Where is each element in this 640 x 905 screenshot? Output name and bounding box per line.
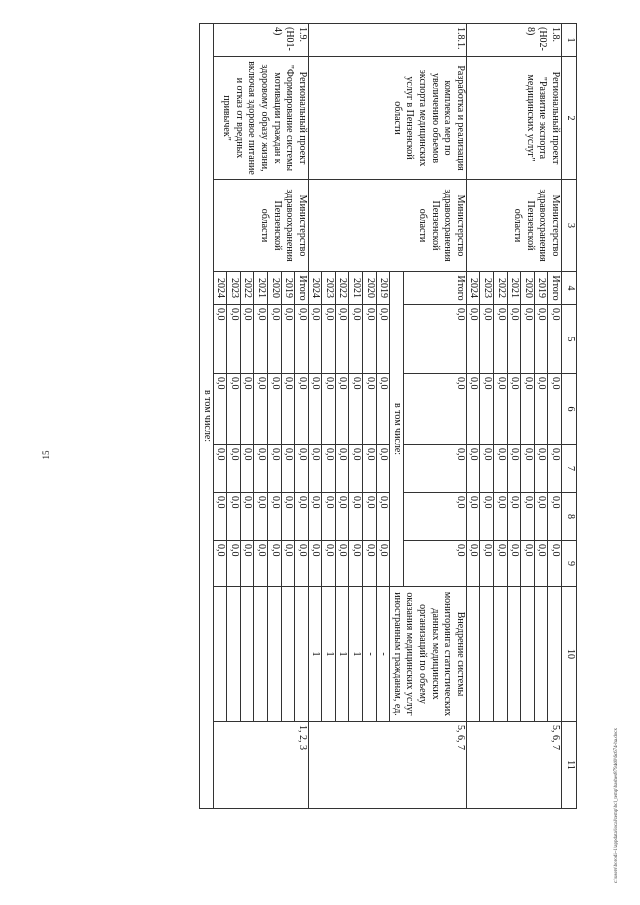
value-cell: 0,0 <box>548 374 562 445</box>
value-cell: 0,0 <box>254 541 268 587</box>
value-cell: 0,0 <box>335 305 349 374</box>
indicator-value: 1 <box>349 587 363 722</box>
value-cell: 0,0 <box>267 445 281 493</box>
value-cell: 0,0 <box>521 541 535 587</box>
indicator-value: 1 <box>322 587 336 722</box>
row-number: 1.8. (Н02-8) <box>466 24 561 57</box>
executor: Министерство здравоохранения Пензенской области <box>308 180 466 272</box>
year-cell: 2024 <box>213 272 227 305</box>
value-cell: 0,0 <box>335 493 349 541</box>
value-cell: 0,0 <box>534 493 548 541</box>
value-cell: 0,0 <box>363 305 377 374</box>
value-cell: 0,0 <box>403 445 466 493</box>
value-cell: 0,0 <box>507 374 521 445</box>
footer-file-path: c:\users\borodi~1\appdata\local\temp\bcl_temp\bashes8794d0\6c674-ha.docx <box>614 727 619 883</box>
value-cell: 0,0 <box>308 445 322 493</box>
value-cell: 0,0 <box>349 305 363 374</box>
event-name: Региональный проект "Развитие экспорта медицинских услуг" <box>466 57 561 180</box>
value-cell: 0,0 <box>213 541 227 587</box>
value-cell: 0,0 <box>267 305 281 374</box>
value-cell: 0,0 <box>363 541 377 587</box>
value-cell: 0,0 <box>322 374 336 445</box>
year-cell: 2023 <box>227 272 241 305</box>
indicator-value <box>267 587 281 722</box>
value-cell: 0,0 <box>507 305 521 374</box>
indicator-value: - <box>376 587 390 722</box>
value-cell: 0,0 <box>322 493 336 541</box>
value-cell: 0,0 <box>494 493 508 541</box>
value-cell: 0,0 <box>466 445 480 493</box>
value-cell: 0,0 <box>376 541 390 587</box>
value-cell: 0,0 <box>295 541 309 587</box>
value-cell: 0,0 <box>507 493 521 541</box>
year-cell: 2020 <box>267 272 281 305</box>
indicator-name: Внедрение системы мониторинга статистических данных медицинских организаций по объему оказания медицинских услуг иностранным гражданам, ед. <box>390 587 467 722</box>
table-body <box>199 24 561 809</box>
year-cell: 2021 <box>507 272 521 305</box>
value-cell: 0,0 <box>548 445 562 493</box>
indicator-value <box>213 587 227 722</box>
header-cell: 2 <box>562 57 577 180</box>
header-cell: 1 <box>562 24 577 57</box>
value-cell: 0,0 <box>308 305 322 374</box>
indicator-value <box>281 587 295 722</box>
year-cell: Итого <box>403 272 466 305</box>
value-cell: 0,0 <box>507 445 521 493</box>
value-cell: 0,0 <box>281 541 295 587</box>
value-cell: 0,0 <box>240 445 254 493</box>
value-cell: 0,0 <box>213 445 227 493</box>
year-cell: 2024 <box>466 272 480 305</box>
indicator-value <box>240 587 254 722</box>
table-row <box>295 24 309 809</box>
value-cell: 0,0 <box>254 445 268 493</box>
row-number: 1.9. (Н01-4) <box>213 24 308 57</box>
year-cell: 2019 <box>376 272 390 305</box>
value-cell: 0,0 <box>322 305 336 374</box>
value-cell: 0,0 <box>267 541 281 587</box>
header-cell: 11 <box>562 722 577 809</box>
value-cell: 0,0 <box>548 493 562 541</box>
row-number: 1.8.1. <box>308 24 466 57</box>
value-cell: 0,0 <box>308 374 322 445</box>
value-cell: 0,0 <box>240 493 254 541</box>
year-cell: 2019 <box>534 272 548 305</box>
indicator-value <box>521 587 535 722</box>
value-cell: 0,0 <box>466 493 480 541</box>
value-cell: 0,0 <box>349 445 363 493</box>
year-cell: 2024 <box>308 272 322 305</box>
subheading-row <box>199 24 213 809</box>
year-cell: Итого <box>295 272 309 305</box>
value-cell: 0,0 <box>281 374 295 445</box>
value-cell: 0,0 <box>254 305 268 374</box>
value-cell: 0,0 <box>308 493 322 541</box>
value-cell: 0,0 <box>466 541 480 587</box>
header-cell: 3 <box>562 180 577 272</box>
value-cell: 0,0 <box>494 305 508 374</box>
indicator-value: - <box>363 587 377 722</box>
value-cell: 0,0 <box>213 374 227 445</box>
indicator-value: 1 <box>335 587 349 722</box>
value-cell: 0,0 <box>213 493 227 541</box>
value-cell: 0,0 <box>376 305 390 374</box>
indicator-value <box>494 587 508 722</box>
executor: Министерство здравоохранения Пензенской области <box>466 180 561 272</box>
indicator-value <box>548 587 562 722</box>
value-cell: 0,0 <box>548 541 562 587</box>
indicator-value <box>227 587 241 722</box>
value-cell: 0,0 <box>403 493 466 541</box>
value-cell: 0,0 <box>295 374 309 445</box>
related-indicators: 5, 6, 7 <box>308 722 466 809</box>
value-cell: 0,0 <box>227 541 241 587</box>
value-cell: 0,0 <box>322 541 336 587</box>
value-cell: 0,0 <box>349 541 363 587</box>
value-cell: 0,0 <box>227 445 241 493</box>
value-cell: 0,0 <box>281 305 295 374</box>
value-cell: 0,0 <box>521 305 535 374</box>
value-cell: 0,0 <box>349 493 363 541</box>
related-indicators: 5, 6, 7 <box>466 722 561 809</box>
event-name: Региональный проект "Формирование системы мотивации граждан к здоровому образу жизни, включая здоровое питание и отказ от вредных привычек" <box>213 57 308 180</box>
value-cell: 0,0 <box>494 541 508 587</box>
header-cell: 5 <box>562 305 577 374</box>
value-cell: 0,0 <box>213 305 227 374</box>
value-cell: 0,0 <box>466 374 480 445</box>
year-cell: Итого <box>548 272 562 305</box>
header-cell: 9 <box>562 541 577 587</box>
value-cell: 0,0 <box>227 374 241 445</box>
value-cell: 0,0 <box>521 445 535 493</box>
value-cell: 0,0 <box>521 493 535 541</box>
value-cell: 0,0 <box>349 374 363 445</box>
executor: Министерство здравоохранения Пензенской области <box>213 180 308 272</box>
value-cell: 0,0 <box>480 374 494 445</box>
event-name: Разработка и реализация комплекса мер по увеличению объемов экспорта медицинских услуг в Пензенской области <box>308 57 466 180</box>
value-cell: 0,0 <box>521 374 535 445</box>
header-cell: 4 <box>562 272 577 305</box>
value-cell: 0,0 <box>376 445 390 493</box>
value-cell: 0,0 <box>267 374 281 445</box>
value-cell: 0,0 <box>480 493 494 541</box>
value-cell: 0,0 <box>494 374 508 445</box>
year-cell: 2022 <box>494 272 508 305</box>
year-cell: 2023 <box>480 272 494 305</box>
value-cell: 0,0 <box>548 305 562 374</box>
program-table <box>199 23 577 809</box>
year-cell: 2020 <box>363 272 377 305</box>
in-that-number-label: в том числе: <box>390 272 404 587</box>
page-number: 15 <box>41 450 51 460</box>
value-cell: 0,0 <box>534 445 548 493</box>
value-cell: 0,0 <box>295 445 309 493</box>
value-cell: 0,0 <box>227 493 241 541</box>
value-cell: 0,0 <box>363 445 377 493</box>
value-cell: 0,0 <box>466 305 480 374</box>
value-cell: 0,0 <box>494 445 508 493</box>
year-cell: 2021 <box>349 272 363 305</box>
table-row <box>403 24 466 809</box>
value-cell: 0,0 <box>363 493 377 541</box>
value-cell: 0,0 <box>403 374 466 445</box>
header-row <box>562 24 577 809</box>
header-cell: 8 <box>562 493 577 541</box>
year-cell: 2020 <box>521 272 535 305</box>
value-cell: 0,0 <box>281 493 295 541</box>
value-cell: 0,0 <box>534 541 548 587</box>
value-cell: 0,0 <box>403 305 466 374</box>
value-cell: 0,0 <box>227 305 241 374</box>
value-cell: 0,0 <box>308 541 322 587</box>
value-cell: 0,0 <box>240 541 254 587</box>
table-row <box>548 24 562 809</box>
indicator-value <box>507 587 521 722</box>
value-cell: 0,0 <box>335 541 349 587</box>
value-cell: 0,0 <box>376 374 390 445</box>
value-cell: 0,0 <box>295 493 309 541</box>
in-that-number-label: в том числе: <box>199 24 213 809</box>
indicator-value <box>295 587 309 722</box>
indicator-value <box>466 587 480 722</box>
value-cell: 0,0 <box>480 445 494 493</box>
value-cell: 0,0 <box>480 305 494 374</box>
year-cell: 2019 <box>281 272 295 305</box>
rotated-table-container <box>107 23 577 808</box>
indicator-value: 1 <box>308 587 322 722</box>
value-cell: 0,0 <box>480 541 494 587</box>
indicator-value <box>480 587 494 722</box>
value-cell: 0,0 <box>254 493 268 541</box>
value-cell: 0,0 <box>295 305 309 374</box>
year-cell: 2023 <box>322 272 336 305</box>
value-cell: 0,0 <box>267 493 281 541</box>
header-cell: 7 <box>562 445 577 493</box>
header-cell: 6 <box>562 374 577 445</box>
value-cell: 0,0 <box>363 374 377 445</box>
value-cell: 0,0 <box>534 305 548 374</box>
value-cell: 0,0 <box>322 445 336 493</box>
indicator-value <box>534 587 548 722</box>
value-cell: 0,0 <box>240 305 254 374</box>
indicator-value <box>254 587 268 722</box>
year-cell: 2022 <box>240 272 254 305</box>
year-cell: 2021 <box>254 272 268 305</box>
value-cell: 0,0 <box>534 374 548 445</box>
value-cell: 0,0 <box>507 541 521 587</box>
value-cell: 0,0 <box>335 374 349 445</box>
header-cell: 10 <box>562 587 577 722</box>
value-cell: 0,0 <box>240 374 254 445</box>
year-cell: 2022 <box>335 272 349 305</box>
value-cell: 0,0 <box>335 445 349 493</box>
value-cell: 0,0 <box>403 541 466 587</box>
value-cell: 0,0 <box>281 445 295 493</box>
related-indicators: 1, 2, 3 <box>213 722 308 809</box>
value-cell: 0,0 <box>376 493 390 541</box>
value-cell: 0,0 <box>254 374 268 445</box>
